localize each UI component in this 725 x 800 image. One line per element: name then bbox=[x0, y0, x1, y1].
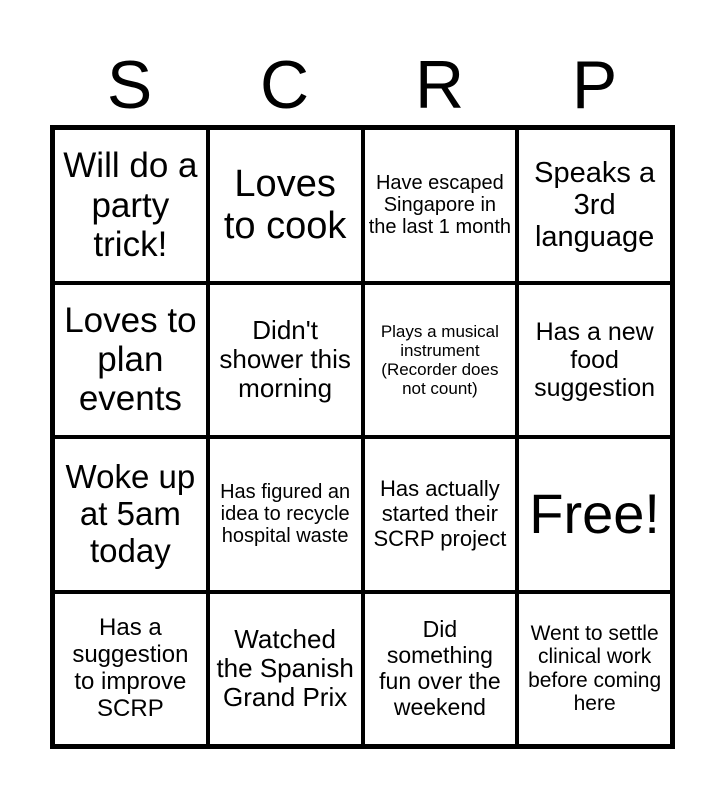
header-letter-p: P bbox=[571, 47, 618, 123]
bingo-cell[interactable]: Loves to plan events bbox=[53, 283, 208, 438]
bingo-cell[interactable]: Watched the Spanish Grand Prix bbox=[208, 592, 363, 747]
bingo-cell[interactable]: Has a suggestion to improve SCRP bbox=[53, 592, 208, 747]
header-letter-s: S bbox=[106, 47, 153, 123]
bingo-cell[interactable]: Has figured an idea to recycle hospital waste bbox=[208, 437, 363, 592]
bingo-cell[interactable]: Did something fun over the weekend bbox=[363, 592, 518, 747]
bingo-header bbox=[52, 47, 672, 123]
header-letter-r: R bbox=[414, 47, 465, 123]
bingo-cell[interactable]: Has actually started their SCRP project bbox=[363, 437, 518, 592]
bingo-cell[interactable]: Went to settle clinical work before coming here bbox=[517, 592, 672, 747]
bingo-cell[interactable]: Loves to cook bbox=[208, 128, 363, 283]
bingo-cell[interactable]: Will do a party trick! bbox=[53, 128, 208, 283]
bingo-cell[interactable]: Plays a musical instrument (Recorder does not count) bbox=[363, 283, 518, 438]
bingo-cell[interactable]: Woke up at 5am today bbox=[53, 437, 208, 592]
free-space[interactable]: Free! bbox=[517, 437, 672, 592]
bingo-cell[interactable]: Didn't shower this morning bbox=[208, 283, 363, 438]
bingo-cell[interactable]: Have escaped Singapore in the last 1 month bbox=[363, 128, 518, 283]
bingo-board bbox=[50, 125, 675, 749]
header-letter-c: C bbox=[259, 47, 310, 123]
bingo-cell[interactable]: Speaks a 3rd language bbox=[517, 128, 672, 283]
bingo-cell[interactable]: Has a new food suggestion bbox=[517, 283, 672, 438]
